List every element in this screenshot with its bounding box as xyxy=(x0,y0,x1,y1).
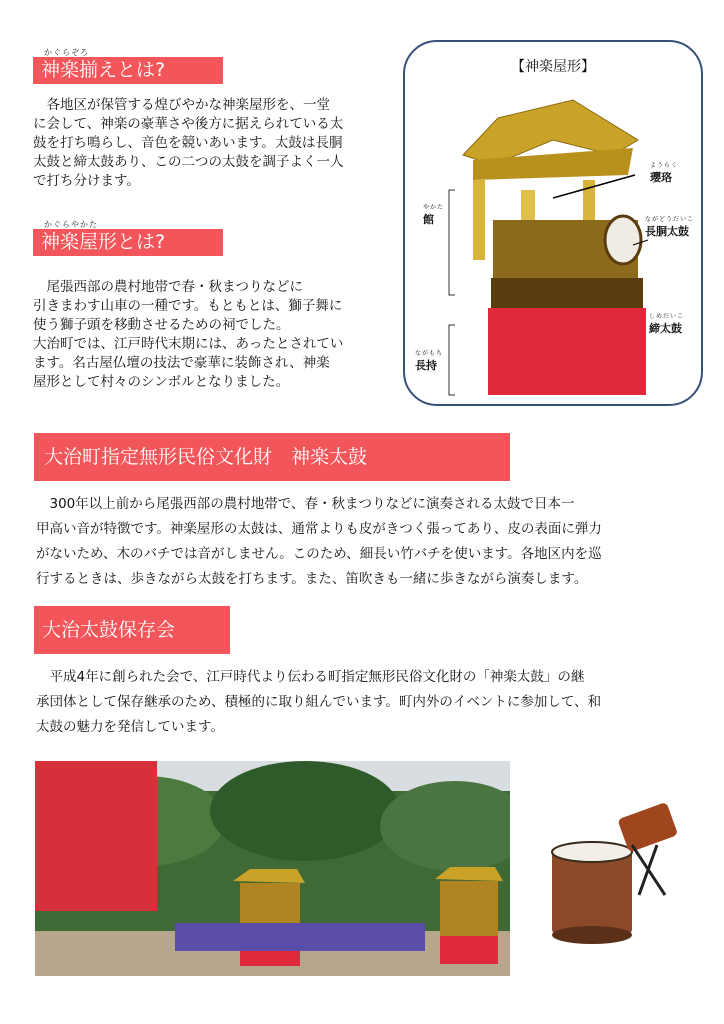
label-youraku-text: 瓔珞 xyxy=(650,171,672,184)
label-yakata xyxy=(423,202,444,227)
section1-heading: 神楽揃えとは? xyxy=(33,57,223,84)
label-yakata-ruby: やかた xyxy=(423,204,445,211)
label-nagadou-taiko-ruby: ながどうだいこ xyxy=(645,216,695,223)
festival-photo xyxy=(35,761,510,976)
label-shime-daiko-text: 締太鼓 xyxy=(649,322,682,335)
section1-body: 各地区が保管する煌びやかな神楽屋形を、一堂 に会して、神楽の豪華さや後方に据えられている太 鼓を打ち鳴らし、音色を競いあいます。太鼓は長胴 太鼓と締太鼓あり、この二つの太鼓を調子よく一人 で打ち分けます。 xyxy=(33,97,344,189)
section4-body: 平成4年に創られた会で、江戸時代より伝わる町指定無形民俗文化財の「神楽太鼓」の継 承団体として保存継承のため、積極的に取り組んでいます。町内外のイベントに参加して、和 太鼓の魅力を発信しています。 xyxy=(36,669,602,735)
label-nagadou-taiko xyxy=(645,214,694,239)
section3-body: 300年以上前から尾張西部の農村地帯で、春・秋まつりなどに演奏される太鼓で日本一 甲高い音が特徴です。神楽屋形の太鼓は、通常よりも皮がきつく張ってあり、皮の表面に弾力 がないため、木のバチでは音がしません。このため、細長い竹バチを使います。各地区内を巡 行するときは、歩きながら太鼓を打ちます。また、笛吹きも一緒に歩きながら演奏します。 xyxy=(36,496,602,587)
label-shime-daiko xyxy=(647,310,686,337)
diagram-title: 【神楽屋形】 xyxy=(511,59,595,75)
section2-ruby: かぐらやかた xyxy=(44,220,98,229)
section3-heading: 大治町指定無形民俗文化財 神楽太鼓 xyxy=(34,433,510,481)
label-yakata-text: 館 xyxy=(423,213,434,226)
section1-ruby: かぐらぞろ xyxy=(44,48,89,57)
label-nagamochi-text: 長持 xyxy=(415,359,437,372)
taiko-drums-photo xyxy=(547,800,687,950)
label-nagamochi xyxy=(415,348,443,373)
label-nagamochi-ruby: ながもち xyxy=(415,350,444,357)
label-youraku-ruby: ようらく xyxy=(650,162,679,169)
section2-body: 尾張西部の農村地帯で春・秋まつりなどに 引きまわす山車の一種です。もともとは、獅子舞に 使う獅子頭を移動させるための祠でした。 大治町では、江戸時代末期には、あったとされてい ます。名古屋仏壇の技法で豪華に装飾され、神楽 屋形として村々のシンボルとなりました。 xyxy=(33,279,344,390)
section2-heading: 神楽屋形とは? xyxy=(33,229,223,256)
kagura-yakata-diagram xyxy=(403,40,703,406)
section4-heading: 大治太鼓保存会 xyxy=(34,606,230,654)
label-shime-daiko-ruby: しめだいこ xyxy=(649,313,685,320)
label-nagadou-taiko-text: 長胴太鼓 xyxy=(645,225,689,238)
label-youraku xyxy=(650,160,678,185)
